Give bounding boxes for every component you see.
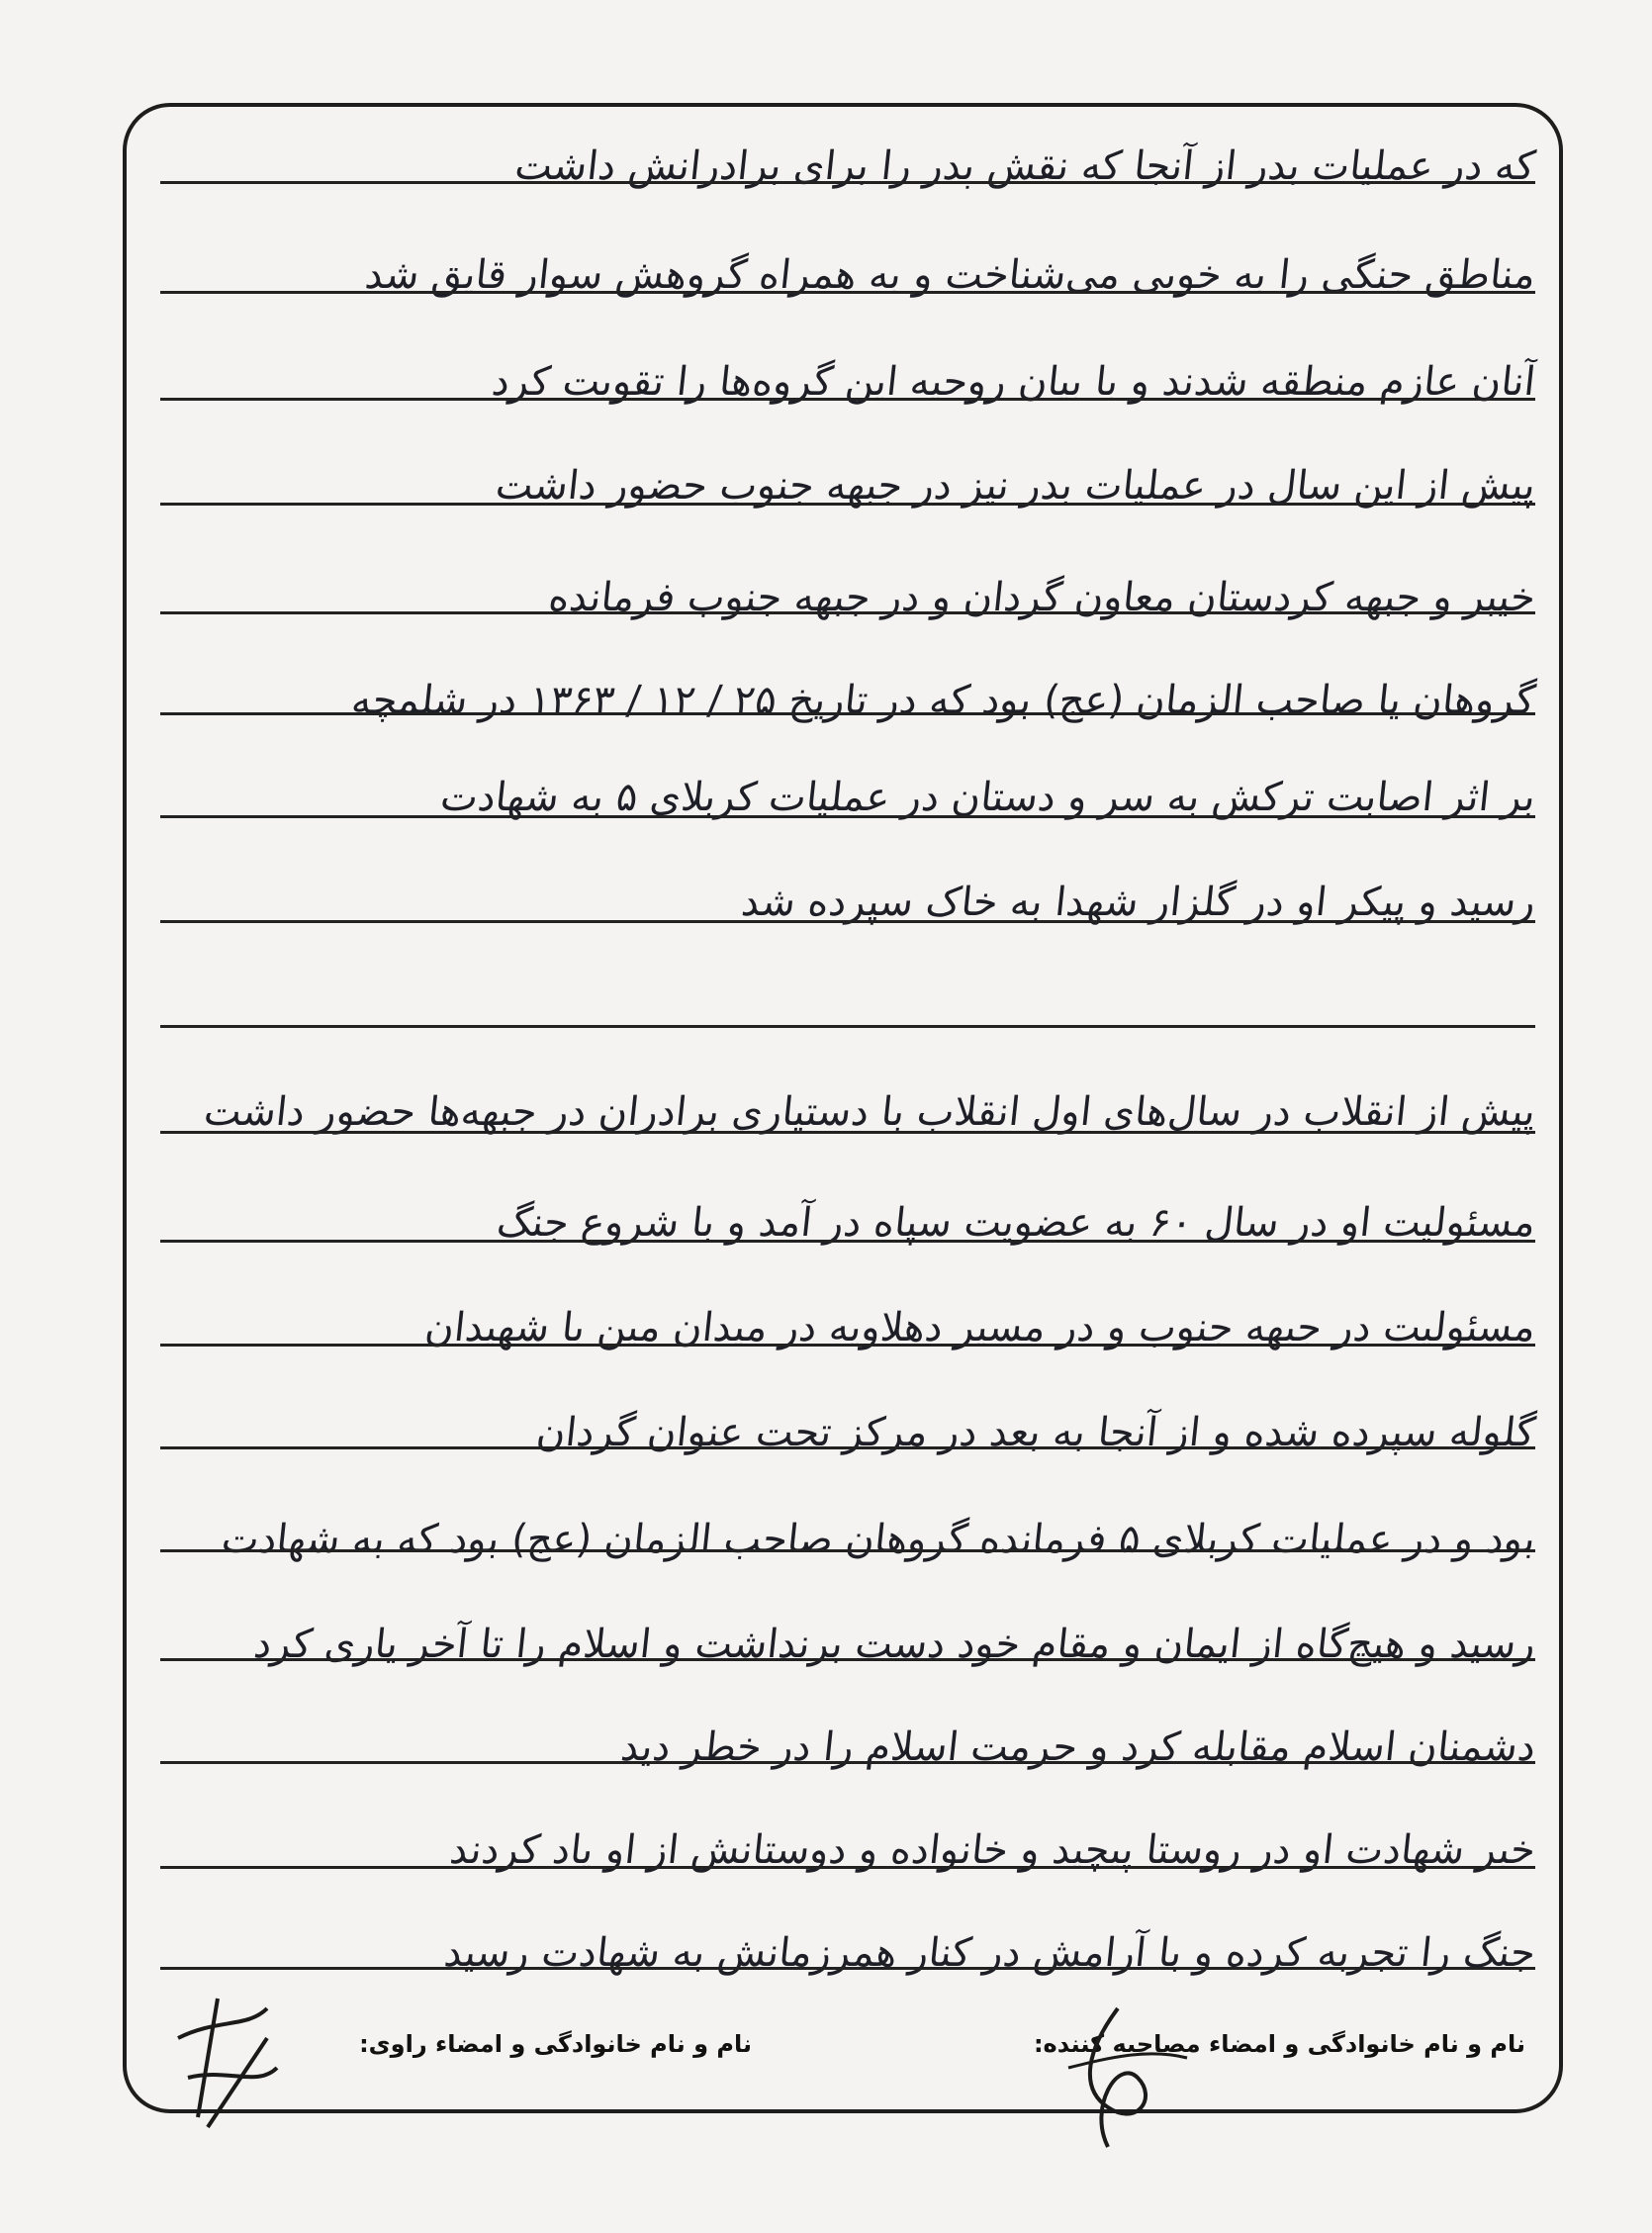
ruled-line (160, 1761, 1535, 1764)
handwritten-line: که در عملیات بدر از آنجا که نقش پدر را برای برادرانش داشت (512, 143, 1538, 189)
handwritten-line: خبر شهادت او در روستا پیچید و خانواده و دوستانش از او یاد کردند (447, 1827, 1538, 1873)
narrator-signature (158, 1979, 297, 2137)
ruled-line (160, 1240, 1535, 1243)
ruled-line (160, 1967, 1535, 1970)
ruled-line (160, 1131, 1535, 1134)
ruled-line (160, 1866, 1535, 1869)
handwritten-line: بر اثر اصابت ترکش به سر و دستان در عملیات کربلای ۵ به شهادت (438, 775, 1538, 820)
handwritten-line: مسئولیت او در سال ۶۰ به عضویت سپاه در آمد و با شروع جنگ (495, 1200, 1538, 1246)
interviewer-signature (1049, 1989, 1197, 2167)
ruled-line (160, 1025, 1535, 1028)
ruled-line (160, 1446, 1535, 1449)
interviewer-signature-label: نام و نام خانوادگی و امضاء مصاحبه کننده: (1033, 2030, 1525, 2058)
handwritten-line: پیش از این سال در عملیات بدر نیز در جبهه جنوب حضور داشت (493, 463, 1538, 509)
handwritten-line: جنگ را تجربه کرده و با آرامش در کنار همرزمانش به شهادت رسید (441, 1930, 1538, 1976)
ruled-line (160, 291, 1535, 294)
handwritten-line: مسئولیت در جبهه جنوب و در مسیر دهلاویه در میدان مین با شهیدان (422, 1305, 1538, 1350)
ruled-line (160, 1344, 1535, 1347)
handwritten-line: پیش از انقلاب در سال‌های اول انقلاب با دستیاری برادران در جبهه‌ها حضور داشت (201, 1089, 1538, 1135)
ruled-line (160, 611, 1535, 614)
handwritten-line: رسید و هیچ‌گاه از ایمان و مقام خود دست برنداشت و اسلام را تا آخر یاری کرد (251, 1622, 1538, 1667)
handwritten-line: دشمنان اسلام مقابله کرد و حرمت اسلام را در خطر دید (618, 1724, 1538, 1770)
narrator-signature-label: نام و نام خانوادگی و امضاء راوی: (359, 2030, 752, 2058)
ruled-line (160, 503, 1535, 506)
ruled-line (160, 712, 1535, 715)
handwritten-line: خیبر و جبهه کردستان معاون گردان و در جبهه جنوب فرمانده (546, 575, 1538, 620)
ruled-line (160, 181, 1535, 184)
ruled-line (160, 398, 1535, 401)
handwritten-line: گلوله سپرده شده و از آنجا به بعد در مرکز تحت عنوان گردان (534, 1410, 1538, 1455)
handwritten-line: بود و در عملیات کربلای ۵ فرمانده گروهان صاحب الزمان (عج) بود که به شهادت (219, 1517, 1538, 1562)
handwritten-line: آنان عازم منطقه شدند و با بیان روحیه این گروه‌ها را تقویت کرد (489, 359, 1538, 405)
ruled-line (160, 815, 1535, 818)
handwritten-line: مناطق جنگی را به خوبی می‌شناخت و به همراه گروهش سوار قایق شد (362, 252, 1538, 298)
handwritten-line: رسید و پیکر او در گلزار شهدا به خاک سپرده شد (739, 880, 1538, 925)
handwritten-line: گروهان یا صاحب الزمان (عج) بود که در تاریخ ۲۵ / ۱۲ / ۱۳۶۳ در شلمچه (349, 678, 1538, 723)
ruled-line (160, 1549, 1535, 1552)
ruled-line (160, 920, 1535, 923)
ruled-line (160, 1658, 1535, 1661)
